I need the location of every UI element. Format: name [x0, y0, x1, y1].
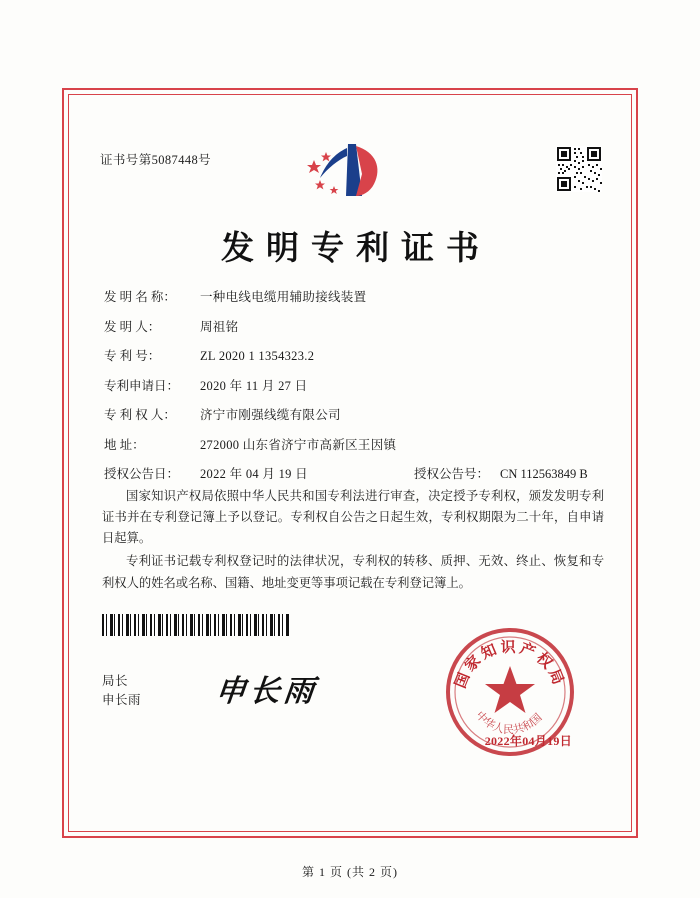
- svg-text:中华人民共和国: 中华人民共和国: [473, 709, 545, 737]
- field-label: 专 利 号：: [104, 349, 161, 363]
- field-label: 地 址：: [104, 437, 145, 452]
- signature-title: 局长: [102, 674, 129, 688]
- certificate-number: 证书号第5087448号: [100, 153, 212, 167]
- field-value: ZL 2020 1 1354323.2: [200, 349, 315, 363]
- legal-paragraph-2: 专利证书记载专利权登记时的法律状况，专利权的转移、质押、无效、终止、恢复和专利权人的姓名或名称、国籍、地址变更等事项记载在专利登记簿上。: [102, 554, 604, 590]
- legal-paragraph-1: 国家知识产权局依照中华人民共和国专利法进行审查，决定授予专利权，颁发发明专利证书并在专利登记簿上予以登记。专利权自公告之日起生效，专利权期限为二十年，自申请日起算。: [102, 489, 604, 546]
- field-row-patentee: [104, 408, 604, 423]
- field-row-name: [104, 290, 604, 305]
- field-row-grant: [104, 467, 604, 482]
- field-row-application-date: [104, 379, 604, 394]
- signature-name: 申长雨: [102, 693, 142, 708]
- certificate-content: [68, 94, 632, 832]
- field-value-secondary: CN 112563849 B: [500, 467, 588, 481]
- field-row-patent-no: [104, 349, 604, 364]
- field-label: 专利申请日：: [104, 378, 180, 393]
- field-row-inventor: [104, 320, 604, 335]
- field-value: 济宁市刚强线缆有限公司: [200, 408, 341, 422]
- page-title: 发明专利证书: [221, 231, 491, 267]
- field-row-address: [104, 438, 604, 453]
- field-label: 发 明 人：: [104, 319, 161, 334]
- seal-date: 2022年04月19日: [484, 734, 572, 748]
- legal-text: [102, 486, 604, 596]
- field-value: 2020 年 11 月 27 日: [200, 378, 308, 393]
- field-label: 授权公告日：: [104, 467, 180, 481]
- page-footer: 第 1 页 (共 2 页): [302, 865, 398, 879]
- field-value: 周祖铭: [200, 319, 239, 334]
- patent-office-emblem-icon: [290, 138, 410, 206]
- svg-text:国家知识产权局: 国家知识产权局: [452, 639, 567, 691]
- field-label: 专 利 权 人：: [104, 408, 176, 422]
- barcode-icon: [102, 614, 290, 636]
- field-value: 一种电线电缆用辅助接线装置: [200, 290, 367, 304]
- field-list: [104, 290, 604, 497]
- field-value: 272000 山东省济宁市高新区王因镇: [200, 437, 397, 452]
- handwritten-signature: 申长雨: [213, 674, 320, 709]
- qr-code-icon: [556, 146, 602, 192]
- signature-label: [102, 672, 141, 711]
- field-value: 2022 年 04 月 19 日: [200, 467, 308, 481]
- field-label-secondary: 授权公告号：: [414, 467, 490, 481]
- field-label: 发 明 名 称：: [104, 290, 176, 304]
